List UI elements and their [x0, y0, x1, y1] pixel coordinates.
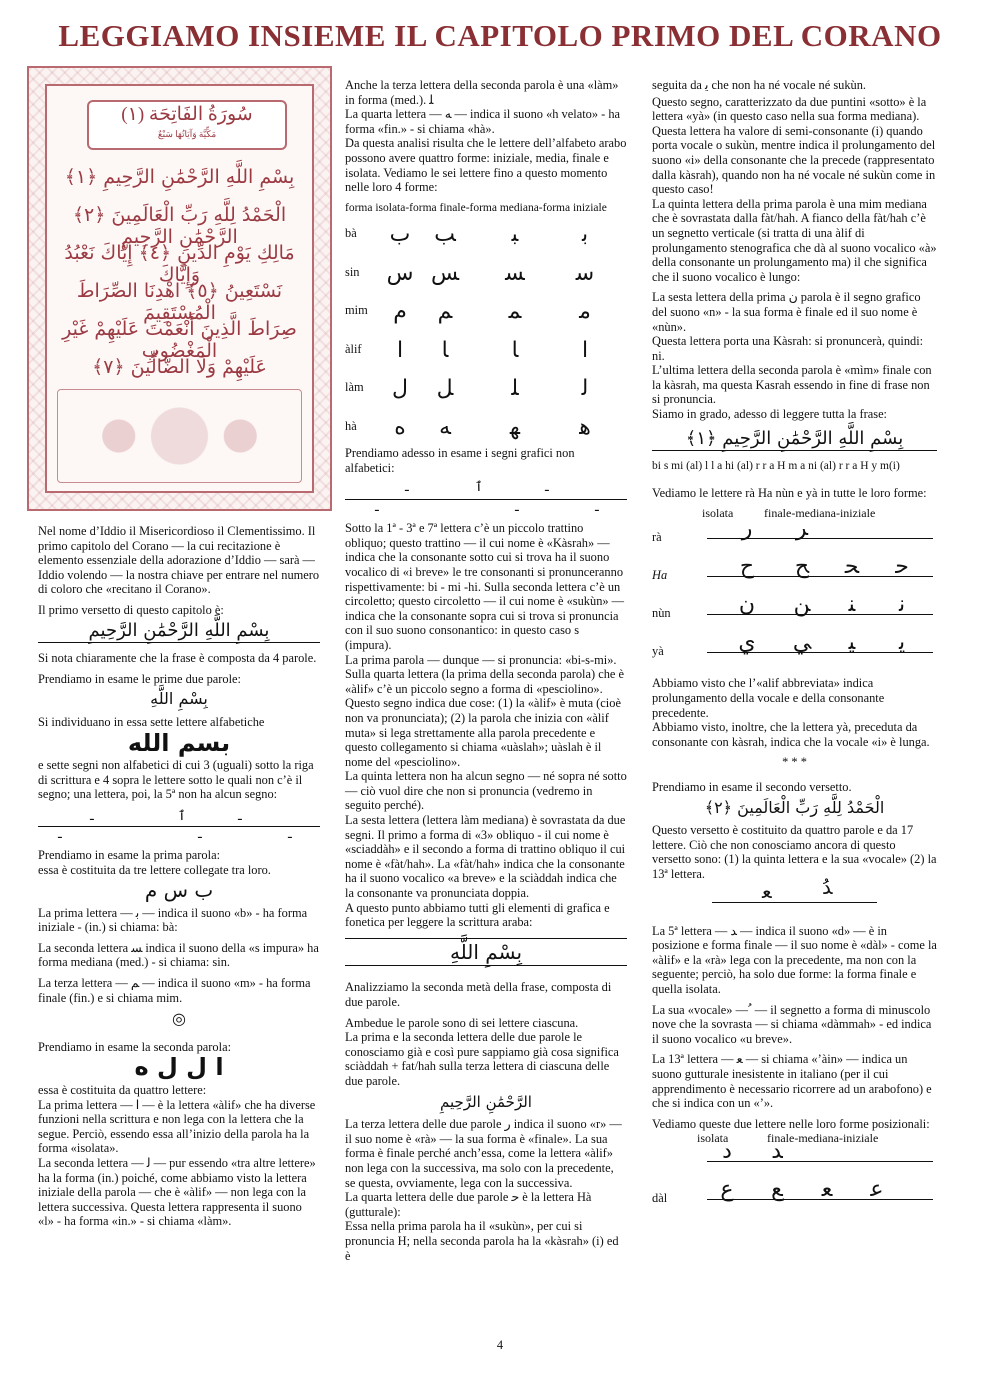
header-isolated: isolata	[702, 506, 734, 521]
baseline-rule	[707, 538, 933, 539]
col1-second-letter: La seconda lettera ﺴ indica il suono della «s impura» ha forma mediana (med.) - si chiama: sin.	[38, 940, 319, 970]
forms-row-sin	[345, 260, 625, 304]
col1-second-word: Prendiamo in esame la seconda parola:	[38, 1039, 232, 1054]
col1-letters-glyph: بسم الله	[127, 728, 231, 757]
forms-row-mim	[345, 299, 625, 342]
col1-lam: La seconda lettera — ﻟ — pur essendo «tra altre lettere» ha la forma (in.) poiché, come abbiamo visto la lettera iniziale della parola — che è «àlif» — non lega con la lettera successiva. Questa lettera rappresenta il suono «l» - ha forma «in.» - si chiama «làm».	[38, 1156, 316, 1229]
letter-name: mim	[345, 303, 368, 317]
plate-verse-2: الْحَمْدُ لِلَّهِ رَبِّ الْعَالَمِينَ ﴿٢﴾ الرَّحْمَٰنِ الرَّحِيمِ	[72, 204, 287, 248]
form-final: ﺮ	[795, 516, 809, 542]
baseline-rule	[38, 826, 320, 827]
sura-title: (١) سُورَةُ الفَاتِحَة	[121, 104, 253, 125]
form-medial: ﻤ	[508, 299, 522, 324]
form-isolated: ر	[741, 516, 753, 542]
form-final: ﺐ	[434, 222, 456, 247]
form-medial: ﻬ	[509, 414, 521, 440]
col1-first-letter: La prima lettera — ﺑ — indica il suono «b» - ha forma iniziale - (in.) si chiama: bà:	[38, 905, 308, 935]
plate-ornament	[57, 389, 302, 483]
form-medial: ﺒ	[511, 222, 519, 247]
form-medial: ﺴ	[505, 260, 525, 286]
forms-row-alif	[345, 337, 625, 381]
kasra-mark: ـ	[198, 826, 202, 842]
col3-dal: La 5ª lettera — ﺪ — indica il suono «d» — è in posizione e forma finale — il suo nome è «dàl» - come la «àlif» e la «rà» lega con la precedente, ma non con la seguente; perciò, ha solo due forme: la forma finale e quella isolata.	[652, 923, 937, 996]
col1-bsm-glyph: ب س م	[144, 878, 214, 903]
col3-ya-long: Abbiamo visto, inoltre, che la lettera yà, preceduta da consonante con kàsrah, indica che la vocale «i» è lunga.	[652, 720, 930, 749]
column-2-continued	[345, 446, 627, 1269]
col1-bismillah: بِسْمِ اللَّهِ	[150, 689, 208, 709]
form-initial: ا	[581, 337, 589, 363]
forms-row-ain	[652, 1177, 937, 1223]
col3-verse-2: الْحَمْدُ لِلَّهِ رَبِّ الْعَالَمِينَ ﴿٢﴾	[704, 797, 885, 817]
form-final: ﻢ	[437, 299, 453, 324]
col2-ha: La quarta lettera delle due parole ﺣ è la lettera Hà (gutturale):	[345, 1190, 592, 1219]
baseline-rule	[712, 902, 877, 903]
col2-fourth-letter: La quarta lettera — ﻪ — indica il suono «h velato» - ha forma «fin.» - si chiama «hà».	[345, 107, 621, 136]
column-1	[38, 524, 320, 1235]
form-isolated: ل	[392, 376, 408, 401]
form-initial: ﻟ	[581, 376, 589, 401]
forms-row-ba	[345, 222, 625, 265]
dal-glyph: ﺪُ	[822, 874, 833, 899]
forms-row-dal	[652, 1139, 937, 1185]
kasra-mark: ـ	[288, 826, 292, 842]
kasra-mark: ـ	[595, 500, 599, 516]
form-isolated: ا	[396, 337, 404, 363]
letter-name: rà	[652, 530, 662, 545]
letter-name: nùn	[652, 606, 671, 621]
col2-shadda-fatha: La sesta lettera (lettera làm mediana) è sovrastata da due segni. Il primo a forma di «3» obliquo - il cui nome è «sciaddàh» e il secondo a forma di trattino obliquo il cui nome è «fàt/hah». La «fàt/hah» indica che la consonante ha il suono vocalico «a breve» e la sciàddah indica che la consonante va pronunciata doppia.	[345, 813, 626, 901]
form-initial: ﻧ	[898, 592, 906, 618]
forms-header: forma isolata-forma finale-forma mediana-forma iniziale	[345, 201, 607, 214]
form-isolated: د	[722, 1139, 732, 1165]
form-final: ﺢ	[794, 554, 810, 580]
header-other-forms: finale-mediana-iniziale	[767, 1131, 879, 1146]
col2-kasrah-sukun: Sotto la 1ª - 3ª e 7ª lettera c’è un piccolo trattino obliquo; questo trattino — il cui nome è «Kàsrah» — indica che la consonante sotto cui si trova ha il suono vocalico di «i breve» le tre consonanti si pronunceranno rispettivamente: bi - mi -hi. Sulla seconda lettera c’è un circoletto; questo circoletto — il cui nome è «sukùn» — indica che la consonante sopra cui si trova si pronuncia con il suo suono consonantico: in questo caso s (impura).	[345, 521, 625, 652]
letter-name: Ha	[652, 568, 668, 583]
col3-damma: La sua «vocale» — ُ — il segnetto a forma di minuscolo nove che la sovrasta — si chiama «dàmmah» - ed indica il suono vocalico «u breve».	[652, 1002, 932, 1046]
forms-row-ya	[652, 630, 937, 676]
col2-four-forms: Da questa analisi risulta che le lettere dell’alfabeto arabo possono avere quattro forme: iniziale, media, finale e isolata. Vediamo le sei lettere fino a questo momento nelle loro 4 forme:	[345, 136, 627, 195]
form-isolated: م	[393, 299, 407, 324]
col3-ain: La 13ª lettera — ﻌ — si chiama «’àin» — indica un suono gutturale inesistente in italiano (per il cui apprendimento è necessario ricorrere ad un arabofono) e che si indica con un «’».	[652, 1052, 932, 1111]
form-final: ﺎ	[441, 337, 449, 363]
col1-basmala: بِسْمِ اللَّهِ الرَّحْمَٰنِ الرَّحِيمِ	[38, 624, 320, 644]
letter-name: dàl	[652, 1191, 668, 1206]
col1-first-word: Prendiamo in esame la prima parola:	[38, 847, 221, 862]
kasra-mark: ـ	[515, 500, 519, 516]
letter-name: àlif	[345, 341, 362, 356]
col2-rr-glyph: الرَّحْمَٰنِ الرَّحِيمِ	[440, 1092, 532, 1111]
col2-ready: A questo punto abbiamo tutti gli elementi di grafica e fonetica per leggere la scrittura araba:	[345, 900, 610, 930]
form-isolated: س	[386, 260, 414, 286]
header-isolated: isolata	[697, 1131, 729, 1146]
sura-header	[87, 100, 287, 150]
col2-fifth-letter: La quinta lettera non ha alcun segno — né sopra né sotto — ciò vuol dire che non si pronuncia (vedremo in seguito perché).	[345, 769, 627, 813]
col1-third-letter: La terza lettera — ﻢ — indica il suono «m» - ha forma finale (fin.) e si chiama mim.	[38, 976, 311, 1005]
form-initial: ﻫ	[579, 414, 591, 440]
baseline-rule	[707, 1161, 933, 1162]
col2-signs-line	[345, 480, 627, 516]
fatha-mark: ـ	[90, 808, 94, 824]
col3-mim: La quinta lettera della prima parola è una mim mediana che è sovrastata dalla fàt/hah. A fianco della fàt/hah c’è un segnetto verticale (si tratta di una àlif di prolungamento stenografica che dà al suono vocalico «à» della consonante un prolungamento ma) il che significa che il suono vocalico è lungo:	[652, 196, 937, 284]
form-medial: ﻌ	[821, 1177, 833, 1203]
form-initial: ﺣ	[895, 554, 909, 580]
col3-forms-intro: Vediamo le lettere rà Ha nùn e yà in tutte le loro forme:	[652, 485, 927, 500]
forms-row-lam	[345, 376, 625, 419]
col1-first-two-words: Prendiamo in esame le prime due parole:	[38, 671, 241, 686]
col2-second-half: Analizziamo la seconda metà della frase, composta di due parole.	[345, 980, 612, 1009]
col2-wasla: La prima parola — dunque — si pronuncia: «bi-s-mi». Sulla quarta lettera (la prima della seconda parola) che è «àlif» c’è un piccolo segno a forma di «pesciolino». Questo segno indica due cose: (1) la «àlif» è muta (cioè non va pronunciata); (2) la parola che inizia con «àlif muta» si lega strettamente alla parola precedente e questo collegamento si chiama «uàslah»; uàslah è il nome del «pesciolino».	[345, 652, 624, 769]
col1-intro: Nel nome d’Iddio il Misericordioso il Clementissimo. Il primo capitolo del Corano — la cui recitazione è elemento essenziale della adorazione d’Iddio — sarà — Iddio volendo — la nostra chiave per entrare nel numero di coloro che «recitano il Corano».	[38, 524, 320, 597]
transliteration: bi s mi (al) l l a hi (al) r r a H m a ni (al) r r a H y m(i)	[652, 460, 900, 473]
col2-signs-intro: Prendiamo adesso in esame i segni grafici non alfabetici:	[345, 446, 575, 475]
col3-second-verse: Prendiamo in esame il secondo versetto.	[652, 780, 852, 794]
col1-four-words: Si nota chiaramente che la frase è composta da 4 parole.	[38, 651, 317, 666]
letter-name: hà	[345, 418, 357, 433]
column-2	[345, 78, 627, 221]
col3-read-all: Siamo in grado, adesso di leggere tutta la frase:	[652, 407, 888, 422]
form-initial: ﻳ	[898, 630, 906, 656]
form-medial: ﺎ	[511, 337, 519, 363]
form-isolated: ن	[738, 592, 756, 618]
form-initial: ﻣ	[579, 299, 591, 324]
ain-glyph: ﻌ	[762, 878, 772, 903]
kasra-mark: ـ	[58, 826, 62, 842]
form-final: ﻞ	[436, 376, 454, 401]
letter-name: sin	[345, 264, 360, 279]
form-initial: ﻋ	[870, 1177, 884, 1203]
col3-alif-abbreviata: Abbiamo visto che l’«alif abbreviata» indica prolungamento della vocale e della consonante precedente.	[652, 676, 885, 720]
col3-positional-forms: Vediamo queste due lettere nelle loro forme posizionali:	[652, 1116, 930, 1131]
header-other-forms: finale-mediana-iniziale	[764, 506, 876, 521]
col1-allah-glyph: ا ل ل ه	[134, 1053, 224, 1082]
form-final: ﻲ	[792, 630, 812, 656]
form-final: ﺲ	[430, 260, 460, 286]
column-3	[652, 78, 937, 1223]
kasra-mark: ـ	[375, 500, 379, 516]
fatha-mark: ـ	[405, 480, 409, 496]
col1-first-verse-intro: Il primo versetto di questo capitolo è:	[38, 602, 224, 617]
form-final: ﻊ	[771, 1177, 783, 1203]
section-separator: ◎	[172, 1011, 186, 1029]
form-isolated: ه	[394, 414, 406, 440]
col2-third-letter: Anche la terza lettera della seconda parola è una «làm» in forma (med.). ﻠ	[345, 78, 619, 107]
wasla-mark: ٱ	[178, 808, 186, 824]
form-isolated: ع	[720, 1177, 734, 1203]
plate-verse-3: مَالِكِ يَوْمِ الدِّينِ ﴿٤﴾ إِيَّاكَ نَعْبُدُ وَإِيَّاكَ	[64, 242, 295, 286]
page-number: 4	[496, 1338, 504, 1352]
col1-seven-signs: e sette segni non alfabetici di cui 3 (uguali) sotto la riga di scrittura e 4 sopra le lettere sotto le quali non c’è il segno; una lettera, poi, la 5ª non ha alcun segno:	[38, 758, 314, 802]
sukun-mark: ـ	[238, 808, 242, 824]
col3-last-letter: L’ultima lettera della seconda parola è «mìm» finale con la kàsrah, ma questa Kasrah essendo in fine di frase non si pronuncia.	[652, 363, 932, 407]
form-medial: ﻴ	[848, 630, 856, 656]
form-isolated: ب	[389, 222, 411, 247]
col3-ya-follow: seguita da ﻳ che non ha né vocale né sukùn.	[652, 78, 867, 92]
col2-ha-continued: Essa nella prima parola ha il «sukùn», per cui si pronuncia H; nella seconda parola ha la «kàsrah» (i) ed è	[345, 1219, 619, 1263]
form-final: ﻪ	[439, 414, 451, 440]
letter-forms-table	[345, 222, 625, 457]
form-isolated: ح	[739, 554, 755, 580]
form-isolated: ي	[738, 630, 756, 656]
col3-ya: Questo segno, caratterizzato da due puntini «sotto» è la lettera «yà» (in questo caso nella sua forma mediana). Questa lettera ha valore di semi-consonante (i) quando porta vocale o sukùn, mentre indica il prolungamento del suono «i» della consonante che la precede (rappresentato dalla kàsrah), quando non ha né vocale né sukùn come in questo caso!	[652, 94, 936, 197]
col2-six-letters: Ambedue le parole sono di sei lettere ciascuna.	[345, 1015, 579, 1030]
letter-name: làm	[345, 380, 364, 394]
col1-seven-letters: Si individuano in essa sette lettere alfabetiche	[38, 714, 265, 729]
plate-verse-4: نَسْتَعِينُ ﴿٥﴾ اهْدِنَا الصِّرَاطَ الْمُسْتَقِيمَ	[76, 280, 283, 324]
quran-plate	[27, 66, 332, 511]
col1-three-letters: essa è costituita da tre lettere collegate tra loro.	[38, 862, 271, 877]
col3-nun: La sesta lettera della prima ﻥ parola è il segno grafico del suono «n» - la sua forma è finale ed il suo nome è «nùn».	[652, 290, 921, 334]
form-medial: ﻨ	[848, 592, 856, 618]
col1-four-letters: essa è costituita da quattro lettere:	[38, 1083, 207, 1098]
form-initial: ﺑ	[581, 222, 589, 247]
plate-verse-1: بِسْمِ اللَّهِ الرَّحْمَٰنِ الرَّحِيمِ ﴿١﴾	[64, 166, 295, 188]
letter-name: bà	[345, 226, 357, 240]
page-title: LEGGIAMO INSIEME IL CAPITOLO PRIMO DEL CORANO	[58, 18, 942, 53]
col1-alif: La prima lettera — ا — è la lettera «àlif» che ha diverse funzioni nella scrittura e non lega con la lettera che la segue. Perciò, essendo essa all’inizio della parola ha la forma «isolata».	[38, 1097, 316, 1156]
col3-basmala: بِسْمِ اللَّهِ الرَّحْمَٰنِ الرَّحِيمِ ﴿١﴾	[652, 432, 937, 452]
col2-known-letters: La prima e la seconda lettera delle due parole le conosciamo già e così pure sappiamo già cosa significa sciàddah + fat/hah sulla terza lettera di ciascuna delle due parole.	[345, 1030, 619, 1088]
form-medial: ﻠ	[511, 376, 519, 401]
plate-verse-6: عَلَيْهِمْ وَلَا الضَّالِّينَ ﴿٧﴾	[92, 356, 267, 378]
sukun-mark: ـ	[545, 480, 549, 496]
col3-dal-ain-line	[652, 874, 937, 914]
form-medial: ﺤ	[844, 554, 860, 580]
form-initial: ﺳ	[575, 260, 595, 286]
form-final: ﻦ	[793, 592, 811, 618]
col1-signs-line	[38, 808, 320, 842]
sura-subtitle: مَكِّيَّة وَآيَاتُهَا سَبْعٌ	[157, 129, 217, 139]
baseline-rule	[345, 499, 627, 500]
col2-bismillah-lined: بِسْمِ اللَّهِ	[345, 938, 627, 967]
baseline-rule	[707, 1199, 933, 1200]
plate-verse-5: صِرَاطَ الَّذِينَ أَنْعَمْتَ عَلَيْهِمْ غَيْرِ الْمَغْضُوبِ	[62, 318, 297, 362]
plate-inner	[45, 84, 314, 493]
col2-ra: La terza lettera delle due parole ر indica il suono «r» — il suo nome è «rà» — la sua forma è «finale». La sua forma è finale perché anch’essa, come la lettera «àlif» non lega con la successiva, ma solo con la precedente, se questa, ovviamente, lega con la successiva.	[345, 1117, 622, 1190]
col3-four-words: Questo versetto è costituito da quattro parole e da 17 lettere. Ciò che non conosciamo ancora di questo versetto sono: (1) la quinta lettera e la sua «vocale» (2) la 13ª lettera.	[652, 823, 937, 881]
form-final: ﺪ	[771, 1139, 783, 1165]
section-separator: * * *	[782, 755, 807, 770]
wasla-mark: ٱ	[475, 480, 483, 496]
col3-kasrah-ni: Questa lettera porta una Kàsrah: si pronuncerà, quindi: ni.	[652, 334, 924, 363]
letter-name: yà	[652, 644, 664, 659]
